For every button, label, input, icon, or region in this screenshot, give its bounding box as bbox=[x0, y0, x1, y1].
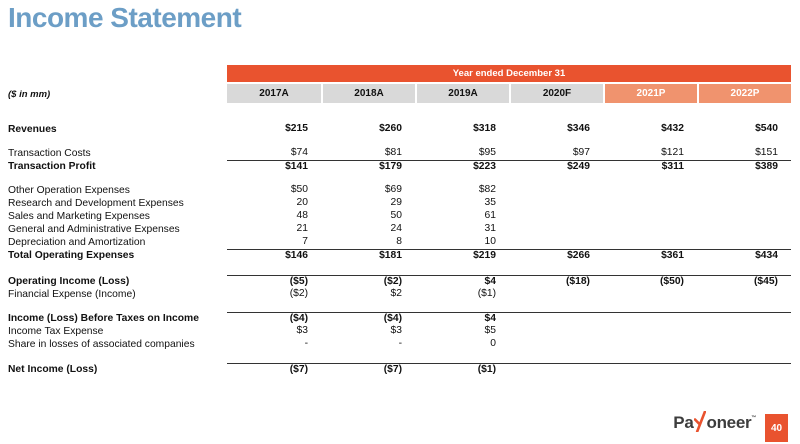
payoneer-logo bbox=[673, 411, 756, 434]
logo-trademark: ™ bbox=[751, 415, 756, 421]
column-header-2022p: 2022P bbox=[697, 84, 791, 103]
cell-value bbox=[697, 197, 791, 210]
cell-value bbox=[697, 236, 791, 249]
cell-value: $50 bbox=[290, 184, 308, 195]
table-row-operating-income bbox=[8, 275, 791, 288]
table-row-research-development bbox=[8, 197, 791, 210]
cell-value: $389 bbox=[697, 160, 791, 173]
row-label: Total Operating Expenses bbox=[8, 250, 135, 261]
logo-text-pa: Pa bbox=[673, 412, 694, 432]
cell-value: ($1) bbox=[415, 363, 509, 376]
table-row-sales-marketing bbox=[8, 210, 791, 223]
row-label: Operating Income (Loss) bbox=[8, 276, 130, 287]
cell-value: 8 bbox=[396, 236, 402, 247]
cell-value: $3 bbox=[296, 325, 308, 336]
cell-value bbox=[697, 288, 791, 301]
page-title: Income Statement bbox=[8, 2, 242, 33]
cell-value bbox=[697, 223, 791, 236]
column-header-2017a: 2017A bbox=[227, 84, 321, 103]
cell-value bbox=[509, 236, 603, 249]
row-label: Financial Expense (Income) bbox=[8, 289, 136, 300]
cell-value: ($2) bbox=[289, 288, 308, 299]
table-row-transaction-profit bbox=[8, 160, 791, 173]
cell-value: ($18) bbox=[509, 275, 603, 288]
cell-value: $81 bbox=[384, 147, 402, 158]
row-label: Income (Loss) Before Taxes on Income bbox=[8, 313, 199, 324]
cell-value: $311 bbox=[603, 160, 697, 173]
table-row-revenues bbox=[8, 123, 791, 136]
table-row-income-before-taxes bbox=[8, 312, 791, 325]
row-label: Share in losses of associated companies bbox=[8, 339, 195, 350]
table-row-general-administrative bbox=[8, 223, 791, 236]
cell-value: ($7) bbox=[321, 363, 415, 376]
cell-value bbox=[509, 338, 603, 351]
cell-value: $2 bbox=[390, 288, 402, 299]
row-label: Transaction Costs bbox=[8, 148, 91, 159]
table-row-transaction-costs bbox=[8, 147, 791, 160]
cell-value: $260 bbox=[379, 123, 402, 134]
row-label: Revenues bbox=[8, 124, 57, 135]
cell-value: $146 bbox=[227, 249, 321, 262]
cell-value: $97 bbox=[572, 147, 590, 158]
cell-value bbox=[509, 223, 603, 236]
cell-value: $223 bbox=[415, 160, 509, 173]
column-header-2021p: 2021P bbox=[603, 84, 697, 103]
cell-value bbox=[603, 338, 697, 351]
table-row-financial-expense bbox=[8, 288, 791, 301]
cell-value bbox=[603, 325, 697, 338]
cell-value: $69 bbox=[384, 184, 402, 195]
cell-value bbox=[603, 184, 697, 197]
cell-value: 29 bbox=[390, 197, 402, 208]
cell-value: 20 bbox=[296, 197, 308, 208]
row-label: Transaction Profit bbox=[8, 161, 96, 172]
cell-value: $540 bbox=[755, 123, 778, 134]
income-statement-table bbox=[8, 65, 791, 376]
cell-value: $432 bbox=[661, 123, 684, 134]
cell-value bbox=[603, 236, 697, 249]
cell-value: 0 bbox=[490, 338, 496, 349]
cell-value: ($5) bbox=[227, 275, 321, 288]
cell-value: 7 bbox=[302, 236, 308, 247]
cell-value: $141 bbox=[227, 160, 321, 173]
cell-value: $318 bbox=[473, 123, 496, 134]
row-label: Net Income (Loss) bbox=[8, 364, 98, 375]
row-label: Other Operation Expenses bbox=[8, 185, 130, 196]
cell-value bbox=[603, 210, 697, 223]
row-label: Depreciation and Amortization bbox=[8, 237, 146, 248]
cell-value: 24 bbox=[390, 223, 402, 234]
row-label: Sales and Marketing Expenses bbox=[8, 211, 150, 222]
table-row-total-operating-expenses bbox=[8, 249, 791, 262]
cell-value: ($4) bbox=[321, 312, 415, 325]
cell-value: $181 bbox=[321, 249, 415, 262]
cell-value bbox=[697, 363, 791, 376]
cell-value bbox=[603, 288, 697, 301]
cell-value: - bbox=[398, 338, 402, 349]
cell-value: 35 bbox=[484, 197, 496, 208]
cell-value bbox=[697, 184, 791, 197]
page-number: 40 bbox=[770, 422, 783, 434]
logo-text-oneer: oneer bbox=[706, 412, 752, 432]
cell-value: - bbox=[304, 338, 308, 349]
cell-value: $82 bbox=[478, 184, 496, 195]
cell-value: $179 bbox=[321, 160, 415, 173]
cell-value: $434 bbox=[697, 249, 791, 262]
column-header-2019a: 2019A bbox=[415, 84, 509, 103]
column-header-row bbox=[8, 84, 791, 103]
cell-value: $4 bbox=[415, 275, 509, 288]
table-row-other-operation-expenses bbox=[8, 184, 791, 197]
cell-value bbox=[509, 184, 603, 197]
row-label: General and Administrative Expenses bbox=[8, 224, 180, 235]
cell-value: ($50) bbox=[603, 275, 697, 288]
cell-value bbox=[697, 338, 791, 351]
cell-value: $249 bbox=[509, 160, 603, 173]
unit-label: ($ in mm) bbox=[8, 89, 51, 100]
cell-value: 61 bbox=[484, 210, 496, 221]
cell-value: ($1) bbox=[477, 288, 496, 299]
cell-value: $215 bbox=[285, 123, 308, 134]
cell-value: $219 bbox=[415, 249, 509, 262]
table-row-depreciation-amortization bbox=[8, 236, 791, 249]
page-number-badge bbox=[765, 414, 788, 442]
cell-value bbox=[509, 288, 603, 301]
cell-value bbox=[509, 312, 603, 325]
cell-value: ($45) bbox=[697, 275, 791, 288]
payoneer-y-icon bbox=[694, 411, 706, 432]
cell-value: 21 bbox=[296, 223, 308, 234]
row-label: Income Tax Expense bbox=[8, 326, 104, 337]
column-header-2018a: 2018A bbox=[321, 84, 415, 103]
cell-value: $151 bbox=[755, 147, 778, 158]
cell-value bbox=[509, 210, 603, 223]
cell-value: $361 bbox=[603, 249, 697, 262]
cell-value bbox=[697, 210, 791, 223]
cell-value bbox=[603, 223, 697, 236]
cell-value: $121 bbox=[661, 147, 684, 158]
table-row-net-income bbox=[8, 363, 791, 376]
cell-value: $3 bbox=[390, 325, 402, 336]
cell-value: $74 bbox=[290, 147, 308, 158]
cell-value: $346 bbox=[567, 123, 590, 134]
cell-value: $95 bbox=[478, 147, 496, 158]
cell-value bbox=[509, 197, 603, 210]
cell-value bbox=[697, 325, 791, 338]
cell-value: 10 bbox=[484, 236, 496, 247]
cell-value: 48 bbox=[296, 210, 308, 221]
cell-value: $5 bbox=[484, 325, 496, 336]
row-label: Research and Development Expenses bbox=[8, 198, 184, 209]
year-ended-band: Year ended December 31 bbox=[227, 65, 791, 82]
cell-value: 31 bbox=[484, 223, 496, 234]
column-header-2020f: 2020F bbox=[509, 84, 603, 103]
table-row-income-tax-expense bbox=[8, 325, 791, 338]
cell-value bbox=[509, 363, 603, 376]
cell-value bbox=[697, 312, 791, 325]
cell-value bbox=[509, 325, 603, 338]
table-row-share-in-losses bbox=[8, 338, 791, 351]
cell-value bbox=[603, 363, 697, 376]
cell-value bbox=[603, 197, 697, 210]
cell-value: ($4) bbox=[227, 312, 321, 325]
cell-value: ($2) bbox=[321, 275, 415, 288]
cell-value: $4 bbox=[415, 312, 509, 325]
cell-value: ($7) bbox=[227, 363, 321, 376]
cell-value bbox=[603, 312, 697, 325]
table-header-band-row bbox=[8, 65, 791, 82]
cell-value: 50 bbox=[390, 210, 402, 221]
cell-value: $266 bbox=[509, 249, 603, 262]
